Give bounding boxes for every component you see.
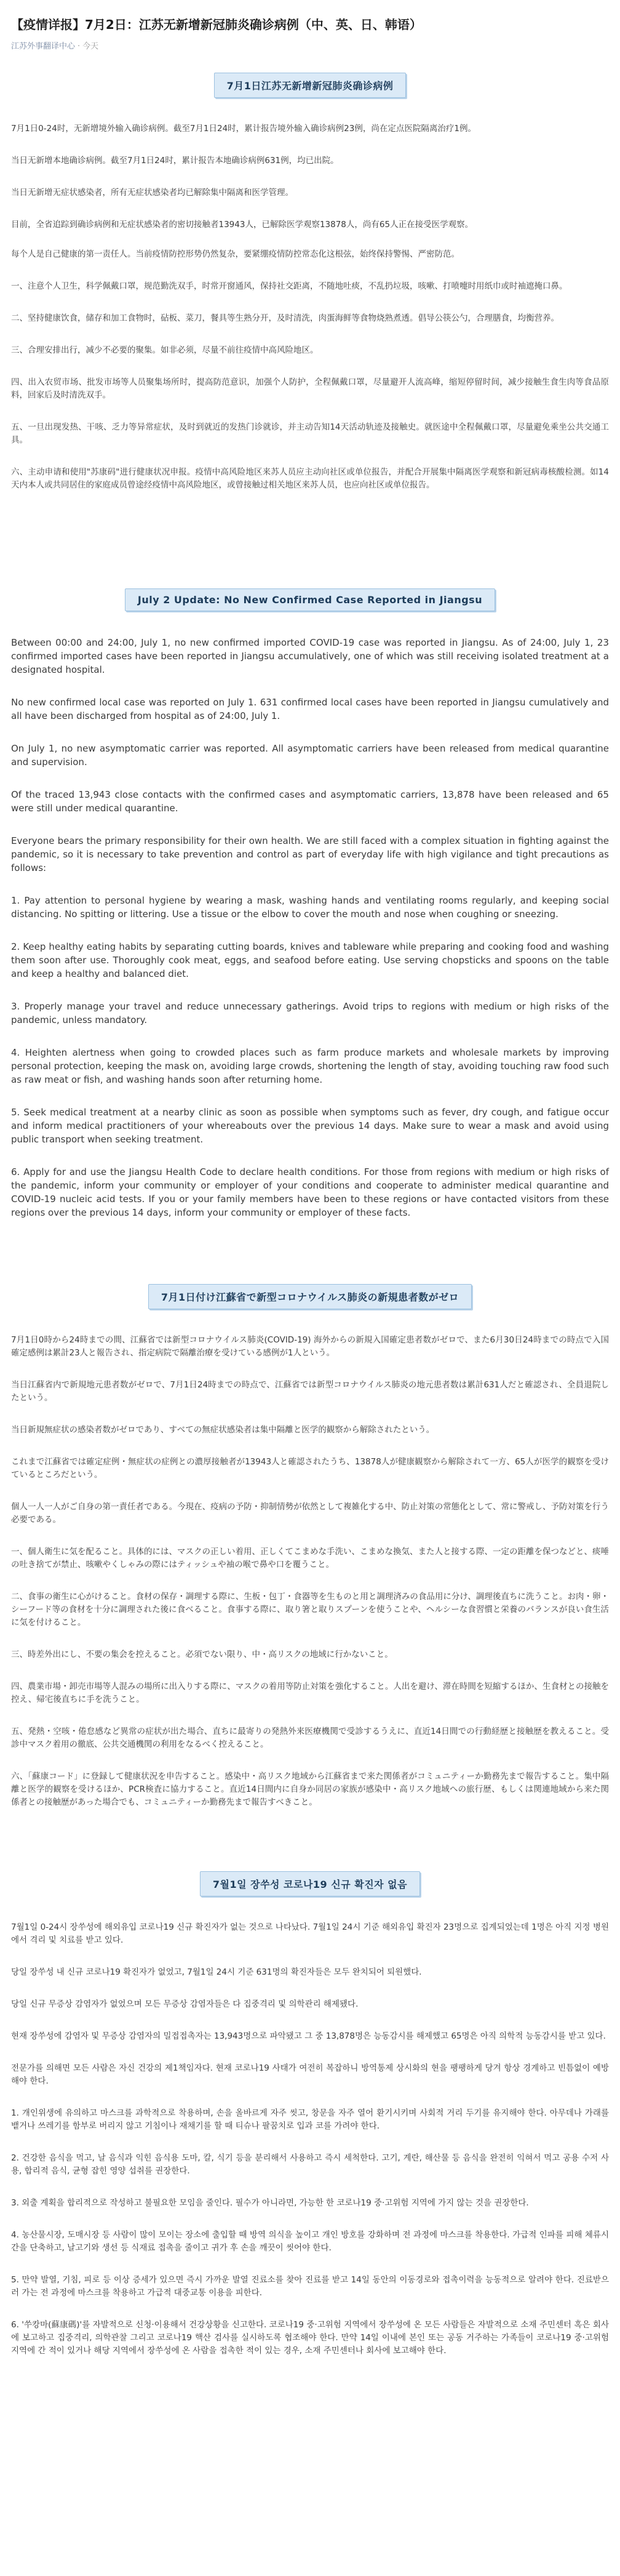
section-heading-korean: 7월1일 장쑤성 코로나19 신규 확진자 없음 (200, 1871, 420, 1896)
heading-wrap (11, 1284, 609, 1309)
paragraph: Between 00:00 and 24:00, July 1, no new confirmed imported COVID-19 case was reported in Jiangsu. As of 24:00, July 1, 23 confirmed imported cases have been reported in Jiangsu accumulatively, one of which was still receiving isolated treatment at a designated hospital. (11, 637, 609, 675)
paragraph: 二、食事の衛生に心がけること。食材の保存・調理する際に、生板・包丁・食器等を生ものと用と調理済みの食品用に分け、調理後直ちに洗うこと。お肉・卵・シーフード等の食材を十分に調理された後に食べること。食事する際に、取り箸と取りスプーンを使うことや、ヘルシーな食習慣と栄養のバランスが良い食生活に気を付けること。 (11, 1592, 609, 1627)
paragraph: 三、合理安排出行，减少不必要的聚集。如非必须，尽量不前往疫情中高风险地区。 (11, 345, 319, 355)
paragraph: 一、注意个人卫生，科学佩戴口罩，规范勤洗双手，时常开窗通风，保持社交距离，不随地吐痰，不乱扔垃圾，咳嗽、打喷嚏时用纸巾或时袖遮掩口鼻。 (11, 281, 568, 291)
article-meta (11, 39, 609, 51)
paragraph: 6. '쑤캉마(蘇康碼)'를 자발적으로 신청·이용해서 건강상황을 신고한다. 코로나19 중·고위험 지역에서 장쑤성에 온 모든 사람들은 자발적으로 소재 주민센터 혹은 회사에 보고하고 집중격리, 의학관찰 그리고 코로나19 핵산 검사를 실시하도록 협조해야 한다. 만약 14일 이내에 본인 또는 공동 거주하는 가족들이 코로나19 중·고위험 지역에 간 적이 있거나 해당 지역에서 장쑤성에 온 사람을 접촉한 적이 있는 경우, 소재 주민센터나 회사에 보고해야 한다. (11, 2320, 609, 2356)
paragraph: 当日江蘇省内で新規地元患者数がゼロで、7月1日24時までの時点で、江蘇省では新型コロナウイルス肺炎の地元患者数は累計631人だと確認され、全員退院したという。 (11, 1380, 609, 1403)
article-date: 今天 (82, 42, 99, 51)
paragraph: 2. 건강한 음식을 먹고, 날 음식과 익힌 음식용 도마, 칼, 식기 등을 분리해서 사용하고 즉시 세척한다. 고기, 계란, 해산물 등 음식을 완전히 익혀서 먹고 공용 수저 사용, 합리적 음식, 균형 잡힌 영양 섭취를 권장한다. (11, 2153, 609, 2176)
paragraph: 四、農業市場・卸売市場等人混みの場所に出入りする際に、マスクの着用等防止対策を強化すること。人出を避け、滞在時間を短縮するほか、生食材との接触を控え、帰宅後直ちに手を洗うこと。 (11, 1682, 609, 1704)
heading-wrap (11, 73, 609, 98)
meta-separator: · (78, 42, 81, 51)
paragraph: On July 1, no new asymptomatic carrier was reported. All asymptomatic carriers have been released from medical quarantine and supervision. (11, 743, 609, 768)
paragraph: 当日新規無症状の感染者数がゼロであり、すべての無症状感染者は集中隔離と医学的観察から解除されたという。 (11, 1425, 435, 1435)
heading-wrap (11, 588, 609, 611)
paragraph: 一、個人衛生に気を配ること。具体的には、マスクの正しい着用、正しくてこまめな手洗い、こまめな換気、また人と接する際、一定の距離を保つなどと、痰唾の吐き捨てが禁止、咳嗽やくしゃみの際にはティッシュや袖の喉で鼻や口を覆うこと。 (11, 1547, 609, 1570)
article-title: 【疫情详报】7月2日：江苏无新增新冠肺炎确诊病例（中、英、日、韩语） (11, 17, 422, 32)
paragraph: これまで江蘇省では確定症例・無症状の症例との濃厚接触者が13943人と確認されたうち、13878人が健康観察から解除されて一方、65人が医学的観察を受けているところだという。 (11, 1457, 609, 1480)
section-japanese (11, 1284, 609, 1828)
paragraph: 7月1日0時から24時までの間、江蘇省では新型コロナウイルス肺炎(COVID-19) 海外からの新規入国確定患者数がゼロで、また6月30日24時までの時点で入国確定感例は累計23人と報告され、指定病院で隔離治療を受けている感例が1人という。 (11, 1335, 609, 1358)
paragraph: 현재 장쑤성에 감염자 및 무증상 감염자의 밀접접촉자는 13,943명으로 파악됐고 그 중 13,878명은 능동감시를 해제했고 65명은 아직 의학적 능동감시를 받고 있다. (11, 2031, 606, 2041)
section-korean (11, 1871, 609, 2377)
paragraph: 당일 신규 무증상 감염자가 없었으며 모든 무증상 감염자들은 다 집중격리 및 의학관리 해제됐다. (11, 1999, 359, 2009)
paragraph: 4. Heighten alertness when going to crowded places such as farm produce markets and wholesale markets by improving personal protection, keeping the mask on, avoiding large crowds, shortening the length of stay, avoiding touching raw food such as raw meat or fish, and washing hands soon after returning home. (11, 1047, 609, 1085)
paragraph: 3. Properly manage your travel and reduce unnecessary gatherings. Avoid trips to regions with medium or high risks of the pandemic, unless mandatory. (11, 1001, 609, 1025)
paragraph: 四、出入农贸市场、批发市场等人员聚集场所时，提高防范意识，加强个人防护，全程佩戴口罩，尽量避开人流高峰，缩短停留时间，减少接触生食生肉等食品原料，回家后及时清洗双手。 (11, 377, 609, 400)
section-chinese (11, 73, 609, 511)
paragraph: 3. 외출 계획을 합리적으로 작성하고 불필요한 모임을 줄인다. 필수가 아니라면, 가능한 한 코로나19 중·고위험 지역에 가지 않는 것을 권장한다. (11, 2198, 529, 2208)
paragraph: No new confirmed local case was reported on July 1. 631 confirmed local cases have been reported in Jiangsu cumulatively and all have been discharged from hospital as of 24:00, July 1. (11, 697, 609, 721)
paragraph: 六、「蘇康コード」に登録して健康状況を申告すること。感染中・高リスク地域から江蘇省まで来た関係者がコミュニティーか勤務先まで報告すること。集中隔離と医学的観察を受けるほか、PCR検査に協力すること。直近14日間内に自身か同居の家族が感染中・高リスク地域への旅行歴、もしくは関連地域から来た関係者との接触歴があった場合でも、コミュニティーか勤務先まで報告すべきこと。 (11, 1772, 609, 1807)
paragraph: 個人一人一人がご自身の第一責任者である。今現在、疫病の予防・抑制情勢が依然として複雑化する中、防止対策の常態化として、常に警戒し、予防対策を行う必要である。 (11, 1502, 609, 1525)
heading-wrap (11, 1871, 609, 1896)
paragraph: 당일 장쑤성 내 신규 코로나19 확진자가 없었고, 7월1일 24시 기준 631명의 확진자들은 모두 완치되어 퇴원했다. (11, 1967, 422, 1977)
paragraph: 7월1일 0-24시 장쑤성에 해외유입 코로나19 신규 확진자가 없는 것으로 나타났다. 7월1일 24시 기준 해외유입 확진자 23명으로 집계되었는데 1명은 아직 지정 병원에서 격리 및 치료를 받고 있다. (11, 1922, 609, 1945)
section-english (11, 588, 609, 1238)
paragraph: 5. Seek medical treatment at a nearby clinic as soon as possible when symptoms such as fever, dry cough, and fatigue occur and inform medical practitioners of your whereabouts over the previous 14 days. Make sure to wear a mask and avoid using public transport when seeking treatment. (11, 1107, 609, 1145)
paragraph: Everyone bears the primary responsibility for their own health. We are still faced with a complex situation in fighting against the pandemic, so it is necessary to take prevention and control as part of everyday life with high vigilance and tight precautions as follows: (11, 835, 609, 873)
paragraph: 当日无新增本地确诊病例。截至7月1日24时，累计报告本地确诊病例631例，均已出院。 (11, 156, 339, 166)
section-heading-chinese: 7月1日江苏无新增新冠肺炎确诊病例 (214, 73, 407, 98)
paragraph: 五、発熱・空咳・倦怠感など異常の症状が出た場合、直ちに最寄りの発熱外来医療機関で受診するうえに、直近14日間での行動経歴と接触歴を教えること。受診中マスク着用の徹底、公共交通機関の利用をなるべく控えること。 (11, 1727, 609, 1749)
paragraph: 五、一旦出现发热、干咳、乏力等异常症状，及时到就近的发热门诊就诊，并主动告知14天活动轨迹及接触史。就医途中全程佩戴口罩，尽量避免乘坐公共交通工具。 (11, 422, 609, 445)
paragraph: 6. Apply for and use the Jiangsu Health Code to declare health conditions. For those from regions with medium or high risks of the pandemic, inform your community or employer of your conditions and cooperate to administer medical quarantine and COVID-19 nucleic acid tests. If you or your family members have been to these regions or have contacted visitors from these regions over the previous 14 days, inform your community or employer of these facts. (11, 1166, 609, 1218)
paragraph: 7月1日0-24时，无新增境外输入确诊病例。截至7月1日24时，累计报告境外输入确诊病例23例，尚在定点医院隔离治疗1例。 (11, 124, 476, 134)
paragraph: 当日无新增无症状感染者，所有无症状感染者均已解除集中隔离和医学管理。 (11, 188, 293, 198)
article-source[interactable]: 江苏外事翻译中心 (11, 42, 76, 51)
section-heading-japanese: 7月1日付け江蘇省で新型コロナウイルス肺炎の新規患者数がゼロ (148, 1284, 472, 1309)
paragraph: 4. 농산물시장, 도매시장 등 사람이 많이 모이는 장소에 출입할 때 방역 의식을 높이고 개인 방호를 강화하며 전 과정에 마스크를 착용한다. 가급적 인파를 피해 체류시간을 단축하고, 날고기와 생선 등 식재료 접촉을 줄이고 귀가 후 손을 깨끗이 씻어야 한다. (11, 2230, 609, 2253)
paragraph: 三、時差外出にし、不要の集会を控えること。必須でない限り、中・高リスクの地域に行かないこと。 (11, 1650, 393, 1659)
paragraph: 1. Pay attention to personal hygiene by wearing a mask, washing hands and ventilating rooms regularly, and keeping social distancing. No spitting or littering. Use a tissue or the elbow to cover the mouth and nose when coughing or sneezing. (11, 895, 609, 920)
paragraph: 2. Keep healthy eating habits by separating cutting boards, knives and tableware while preparing and cooking food and washing them soon after use. Thoroughly cook meat, eggs, and seafood before eating. Use serving chopsticks and spoons on the table and keep a healthy and balanced diet. (11, 941, 609, 979)
section-heading-english: July 2 Update: No New Confirmed Case Reported in Jiangsu (125, 588, 495, 611)
paragraph: 六、主动申请和使用"苏康码"进行健康状况申报。疫情中高风险地区来苏人员应主动向社区或单位报告，并配合开展集中隔离医学观察和新冠病毒核酸检测。如14天内本人或共同居住的家庭成员曾途经疫情中高风险地区，或曾接触过相关地区来苏人员，也应向社区或单位报告。 (11, 467, 609, 490)
paragraph: 전문가를 의해면 모든 사람은 자신 건강의 제1책임자다. 현재 코로나19 사태가 여전히 복잡하니 방역통제 상시화의 현을 팽팽하게 당겨 항상 경계하고 빈틈없이 예방해야 한다. (11, 2063, 610, 2086)
paragraph: 二、坚持健康饮食，储存和加工食物时，砧板、菜刀，餐具等生熟分开，及时清洗，肉蛋海鲜等食物烧熟煮透。倡导公筷公勺，合理膳食，均衡营养。 (11, 313, 559, 323)
paragraph: 每个人是自己健康的第一责任人。当前疫情防控形势仍然复杂，要紧绷疫情防控常态化这根弦，始终保持警惕、严密防范。 (11, 249, 459, 259)
paragraph: 5. 만약 발열, 기침, 피로 등 이상 증세가 있으면 즉시 가까운 발열 진료소를 찾아 진료를 받고 14일 동안의 이동경로와 접촉이력을 능동적으로 알려야 한다. 진료받으러 가는 전 과정에 마스크를 착용하고 가급적 대중교통 이용을 피한다. (11, 2275, 609, 2298)
paragraph: 目前，全省追踪到确诊病例和无症状感染者的密切接触者13943人，已解除医学观察13878人，尚有65人正在接受医学观察。 (11, 220, 474, 230)
paragraph: 1. 개인위생에 유의하고 마스크를 과학적으로 착용하며, 손을 올바르게 자주 씻고, 창문을 자주 열어 환기시키며 사회적 거리 두기를 유지해야 한다. 아무데나 가래를 뱉거나 쓰레기를 함부로 버리지 않고 기침이나 재채기를 할 때 티슈나 팔꿈치로 입과 코를 가려야 한다. (11, 2108, 609, 2131)
paragraph: Of the traced 13,943 close contacts with the confirmed cases and asymptomatic carriers, 13,878 have been released and 65 were still under medical quarantine. (11, 789, 609, 814)
